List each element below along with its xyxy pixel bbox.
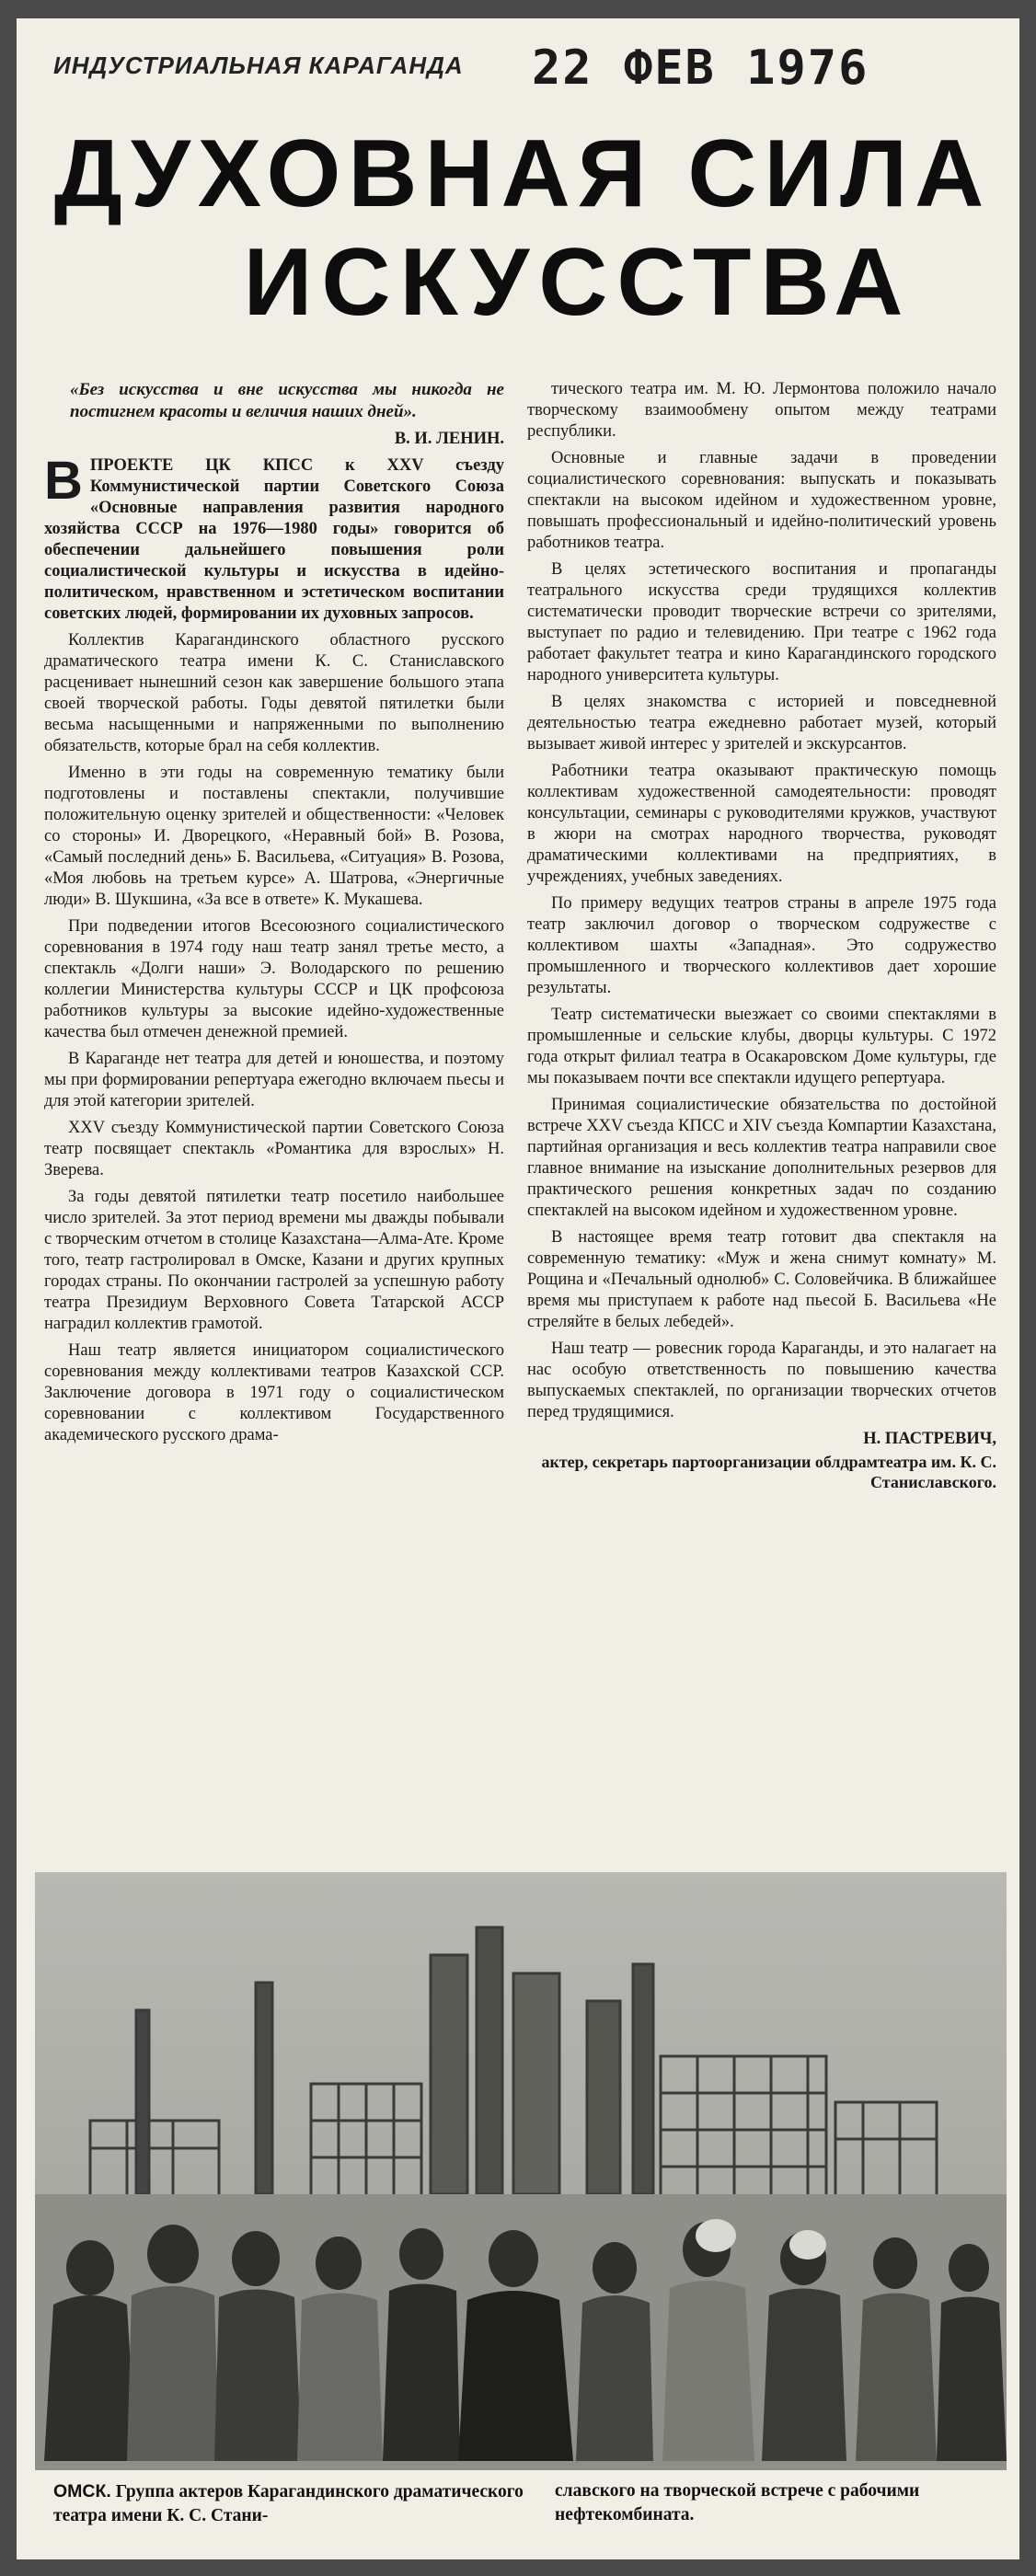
article-paragraph: В целях эстетического воспитания и пропаганды театрального искусства среди трудящихся коллектив систематически проводит творческие встречи со зрителями, выступает по радио и телевидению. При театре с 1962 года работает факультет театра и кино Карагандинского городского народного университета культуры. (527, 560, 996, 684)
article-column-right (527, 379, 996, 1492)
drop-cap: В (44, 451, 83, 511)
article-paragraph: За годы девятой пятилетки театр посетило наибольшее число зрителей. За этот период времени мы дважды побывали с творческим отчетом в столице Казахстана—Алма-Ате. Кроме того, театр гастролировал в Омске, Казани и других крупных городах страны. По окончании гастролей за успешную работу театра Президиум Верховного Совета Татарской АССР наградил коллектив грамотой. (44, 1188, 504, 1333)
article-paragraph: При подведении итогов Всесоюзного социалистического соревнования в 1974 году наш театр занял третье место, а спектакль «Долги наши» Э. Володарского по решению коллегии Министерства культуры СССР и ЦК профсоюза работников культуры за высокие идейно-художественные качества был отмечен денежной премией. (44, 917, 504, 1041)
article-paragraph: Коллектив Карагандинского областного русского драматического театра имени К. С. Станиславского расценивает нынешний сезон как завершение большого этапа своей творческой работы. Годы девятой пятилетки были весьма насыщенными и напряженными по выполнению обязательств, которые брал на себя коллектив. (44, 631, 504, 755)
article-paragraph: В целях знакомства с историей и повседневной деятельностью театра ежедневно работает музей, который вызывает живой интерес у зрителей и экскурсантов. (527, 693, 996, 753)
caption-city: ОМСК. (53, 2481, 111, 2501)
article-paragraph: В настоящее время театр готовит два спектакля на современную тематику: «Муж и жена снимут комнату» М. Рощина и «Печальный однолюб» С. Соловейчика. В ближайшее время мы приступаем к работе над пьесой Б. Васильева «Не стреляйте в белых лебедей». (527, 1228, 996, 1331)
article-paragraph: Именно в эти годы на современную тематику были подготовлены и поставлены спектакли, получившие положительную оценку зрителей и общественности: «Человек со стороны» И. Дворецкого, «Неравный бой» В. Розова, «Самый последний день» Б. Васильева, «Ситуация» В. Розова, «Моя любовь на третьем курсе» А. Шатрова, «Энергичные люди» В. Шукшина, «За все в ответе» К. Мукашева. (44, 764, 504, 909)
article-paragraph: Основные и главные задачи в проведении социалистического соревнования: выпускать и показывать спектакли на высоком идейном и художественном уровне, повышать профессиональный и идейно-политический уровень работников театра. (527, 449, 996, 552)
photo-caption-left (53, 2479, 532, 2528)
newspaper-name: ИНДУСТРИАЛЬНАЯ КАРАГАНДА (53, 52, 464, 79)
author-role: актер, секретарь партоорганизации облдрамтеатра им. К. С. Станиславского. (541, 1453, 996, 1491)
article-headline (35, 120, 1010, 337)
headline-line-2: ИСКУССТВА (243, 229, 913, 336)
newspaper-clipping (17, 18, 1019, 2559)
author-name: Н. ПАСТРЕВИЧ, (863, 1430, 996, 1448)
lead-paragraph (44, 451, 504, 625)
article-paragraph: Работники театра оказывают практическую помощь коллективам художественной самодеятельности: проводят консультации, семинары с руководителями кружков, участвуют в жюри на смотрах народного творчества, руководят драматическими коллективами на предприятиях, в учреждениях, учебных заведениях. (527, 762, 996, 886)
article-paragraph: Принимая социалистические обязательства по достойной встрече XXV съезда КПСС и XIV съезда Компартии Казахстана, партийная организация и весь коллектив театра направили свое главное внимание на изыскание дополнительных резервов для практического решения конкретных задач по созданию спектаклей на высоком идейном и художественном уровне. (527, 1096, 996, 1220)
masthead (17, 40, 1019, 107)
date-stamp: 22 ФЕВ 1976 (532, 40, 869, 96)
epigraph-author: В. И. ЛЕНИН. (394, 430, 504, 448)
left-paragraphs (44, 630, 504, 1446)
article-paragraph: тического театра им. М. Ю. Лермонтова положило начало творческому взаимообмену опытом между театрами республики. (527, 380, 996, 441)
article-paragraph: По примеру ведущих театров страны в апреле 1975 года театр заключил договор о творческом содружестве с коллективом шахты «Западная». Это содружество промышленного и творческого коллективов дает хорошие результаты. (527, 894, 996, 997)
headline-line-1: ДУХОВНАЯ СИЛА (53, 121, 992, 227)
photo-caption-right: славского на творческой встрече с рабочими нефтекомбината. (555, 2481, 920, 2524)
photo-image (35, 1872, 1007, 2470)
photo (35, 1872, 1007, 2470)
article-column-left (44, 379, 504, 1452)
article-paragraph: Наш театр — ровесник города Караганды, и это налагает на нас особую ответственность по повышению качества выпускаемых спектаклей, по организации творческих отчетов перед трудящимися. (527, 1340, 996, 1421)
right-paragraphs (527, 379, 996, 1423)
article-paragraph: В Караганде нет театра для детей и юношества, и поэтому мы при формировании репертуара ежегодно включаем пьесы и для этой категории зрителей. (44, 1050, 504, 1110)
article-paragraph: XXV съезду Коммунистической партии Советского Союза театр посвящает спектакль «Романтика для взрослых» Н. Зверева. (44, 1119, 504, 1179)
lead-text: ПРОЕКТЕ ЦК КПСС к XXV съезду Коммунистической партии Советского Союза «Основные направления развития народного хозяйства СССР на 1976—1980 годы» говорится об обеспечении дальнейшего повышения роли социалистической культуры и искусства в идейно-политическом, нравственном и эстетическом воспитании советских людей, формировании их духовных запросов. (44, 456, 504, 623)
caption-left-text: Группа актеров Карагандинского драматического театра имени К. С. Стани- (53, 2482, 524, 2525)
article-paragraph: Наш театр является инициатором социалистического соревнования между коллективами театров Казахской ССР. Заключение договора в 1971 году о социалистическом соревновании с коллективом Государственного академического русского драма- (44, 1341, 504, 1444)
article-paragraph: Театр систематически выезжает со своими спектаклями в промышленные и сельские клубы, дворцы культуры. С 1972 года открыт филиал театра в Осакаровском Доме культуры, где мы показываем почти все спектакли идущего репертуара. (527, 1006, 996, 1087)
epigraph-quote: «Без искусства и вне искусства мы никогда не постигнем красоты и величия наших дней». (70, 380, 504, 421)
